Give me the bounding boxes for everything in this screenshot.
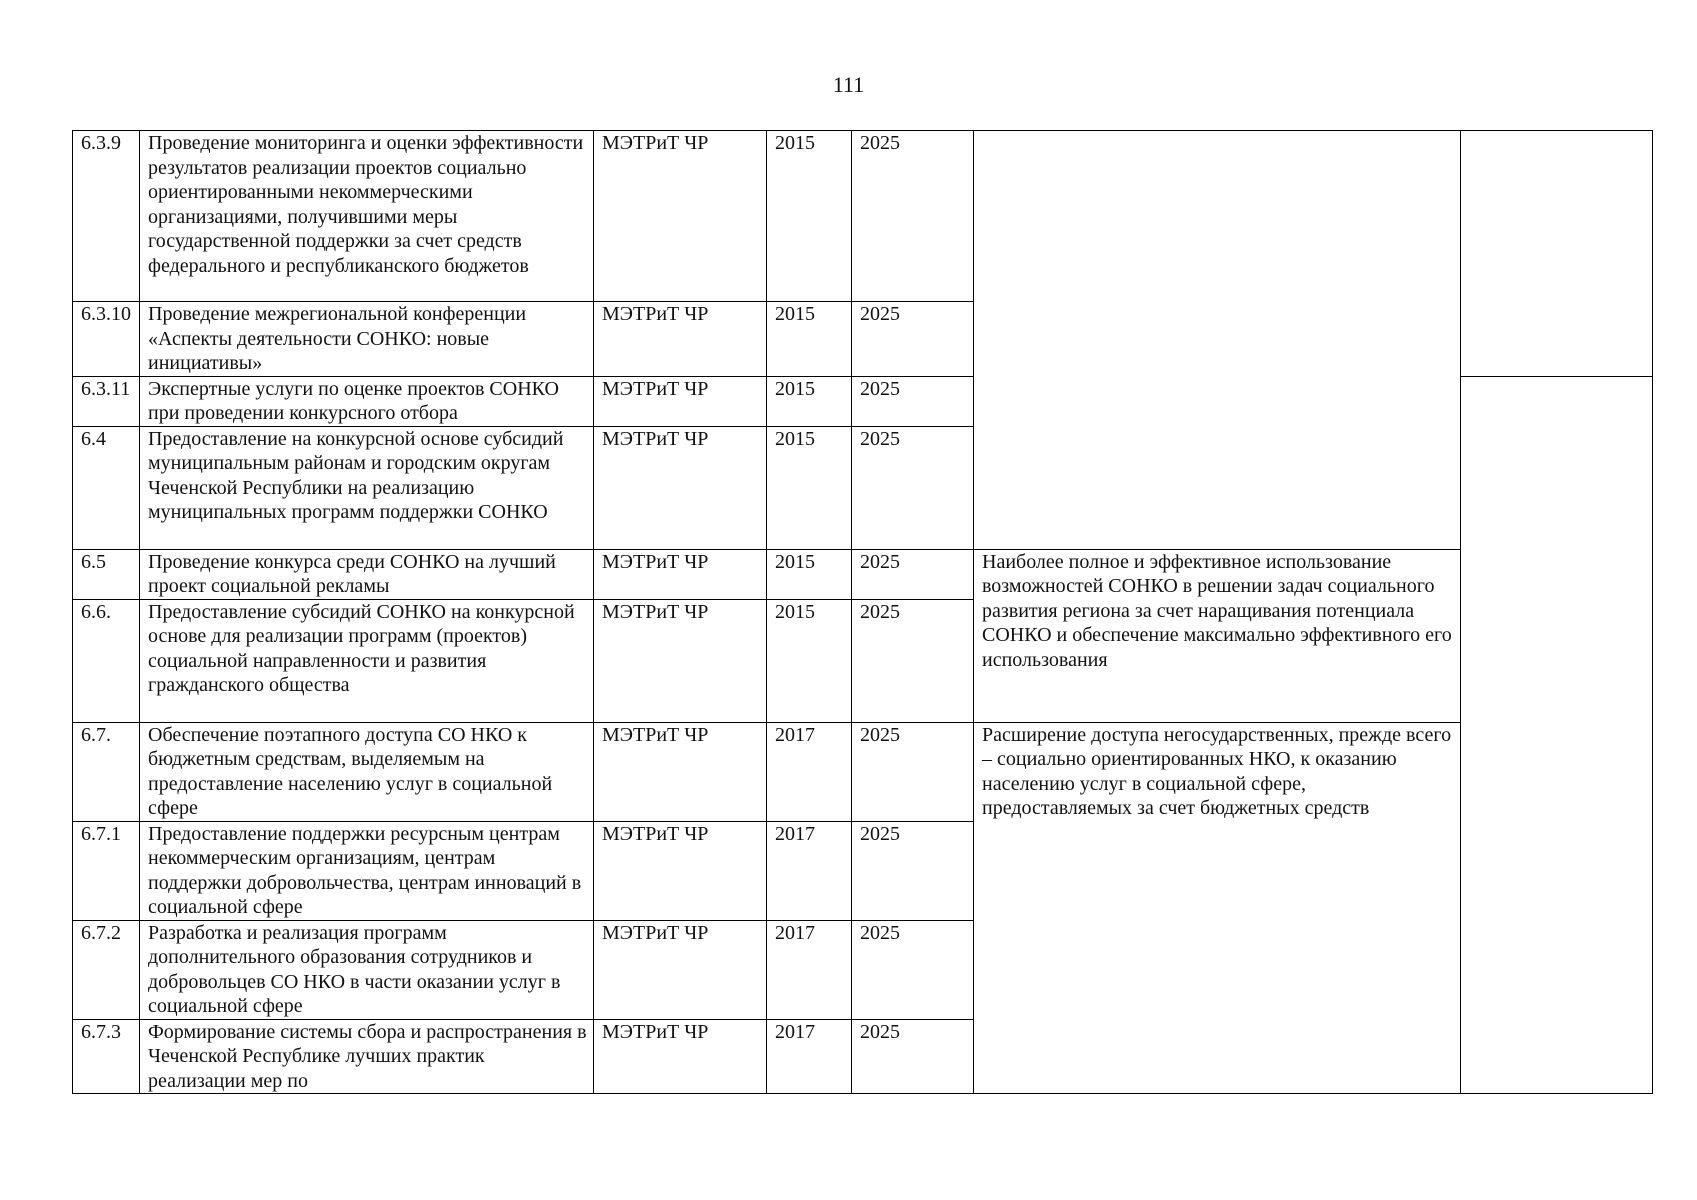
row-executor: МЭТРиТ ЧР: [594, 1019, 767, 1094]
row-executor: МЭТРиТ ЧР: [594, 920, 767, 1019]
row-end-year: 2025: [852, 821, 974, 920]
row-description: Формирование системы сбора и распространения в Чеченской Республике лучших практик реализации мер по: [140, 1019, 594, 1094]
row-start-year: 2015: [767, 302, 852, 377]
row-executor: МЭТРиТ ЧР: [594, 599, 767, 722]
row-start-year: 2015: [767, 376, 852, 426]
row-start-year: 2015: [767, 131, 852, 302]
measures-table: [72, 130, 1653, 1094]
row-start-year: 2017: [767, 1019, 852, 1094]
row-end-year: 2025: [852, 376, 974, 426]
row-description: Проведение конкурса среди СОНКО на лучший проект социальной рекламы: [140, 549, 594, 599]
row-number: 6.5: [73, 549, 140, 599]
expected-result-cell: Наиболее полное и эффективное использование возможностей СОНКО в решении задач социального развития региона за счет наращивания потенциала СОНКО и обеспечение максимально эффективного его использования: [974, 549, 1461, 722]
row-end-year: 2025: [852, 549, 974, 599]
row-executor: МЭТРиТ ЧР: [594, 549, 767, 599]
row-end-year: 2025: [852, 920, 974, 1019]
row-number: 6.3.11: [73, 376, 140, 426]
table-row: [73, 722, 1653, 821]
row-executor: МЭТРиТ ЧР: [594, 426, 767, 549]
row-end-year: 2025: [852, 131, 974, 302]
row-description: Экспертные услуги по оценке проектов СОНКО при проведении конкурсного отбора: [140, 376, 594, 426]
row-executor: МЭТРиТ ЧР: [594, 722, 767, 821]
row-number: 6.7.1: [73, 821, 140, 920]
row-start-year: 2015: [767, 549, 852, 599]
row-description: Предоставление поддержки ресурсным центрам некоммерческим организациям, центрам поддержки добровольчества, центрам инноваций в социальной сфере: [140, 821, 594, 920]
page-number: 111: [832, 72, 865, 97]
row-executor: МЭТРиТ ЧР: [594, 131, 767, 302]
row-executor: МЭТРиТ ЧР: [594, 302, 767, 377]
row-description: Проведение межрегиональной конференции «Аспекты деятельности СОНКО: новые инициативы»: [140, 302, 594, 377]
row-description: Обеспечение поэтапного доступа СО НКО к бюджетным средствам, выделяемым на предоставление населению услуг в социальной сфере: [140, 722, 594, 821]
indicator-cell: [1461, 131, 1653, 377]
row-end-year: 2025: [852, 302, 974, 377]
table-row: [73, 131, 1653, 302]
row-start-year: 2015: [767, 426, 852, 549]
row-number: 6.7.2: [73, 920, 140, 1019]
row-executor: МЭТРиТ ЧР: [594, 376, 767, 426]
row-description: Разработка и реализация программ дополнительного образования сотрудников и добровольцев СО НКО в части оказании услуг в социальной сфере: [140, 920, 594, 1019]
row-number: 6.4: [73, 426, 140, 549]
row-end-year: 2025: [852, 426, 974, 549]
row-description: Предоставление на конкурсной основе субсидий муниципальным районам и городским округам Чеченской Республики на реализацию муниципальных программ поддержки СОНКО: [140, 426, 594, 549]
row-executor: МЭТРиТ ЧР: [594, 821, 767, 920]
row-number: 6.3.10: [73, 302, 140, 377]
indicator-cell: [1461, 376, 1653, 1094]
row-start-year: 2015: [767, 599, 852, 722]
row-number: 6.3.9: [73, 131, 140, 302]
expected-result-cell: [974, 131, 1461, 550]
row-start-year: 2017: [767, 722, 852, 821]
row-end-year: 2025: [852, 722, 974, 821]
row-end-year: 2025: [852, 599, 974, 722]
table-row: [73, 549, 1653, 599]
row-end-year: 2025: [852, 1019, 974, 1094]
expected-result-cell: Расширение доступа негосударственных, прежде всего – социально ориентированных НКО, к оказанию населению услуг в социальной сфере, предоставляемых за счет бюджетных средств: [974, 722, 1461, 1094]
row-description: Проведение мониторинга и оценки эффективности результатов реализации проектов социально ориентированными некоммерческими организациями, получившими меры государственной поддержки за счет средств федерального и республиканского бюджетов: [140, 131, 594, 302]
row-number: 6.7.3: [73, 1019, 140, 1094]
row-number: 6.7.: [73, 722, 140, 821]
row-description: Предоставление субсидий СОНКО на конкурсной основе для реализации программ (проектов) социальной направленности и развития гражданского общества: [140, 599, 594, 722]
row-number: 6.6.: [73, 599, 140, 722]
row-start-year: 2017: [767, 920, 852, 1019]
row-start-year: 2017: [767, 821, 852, 920]
